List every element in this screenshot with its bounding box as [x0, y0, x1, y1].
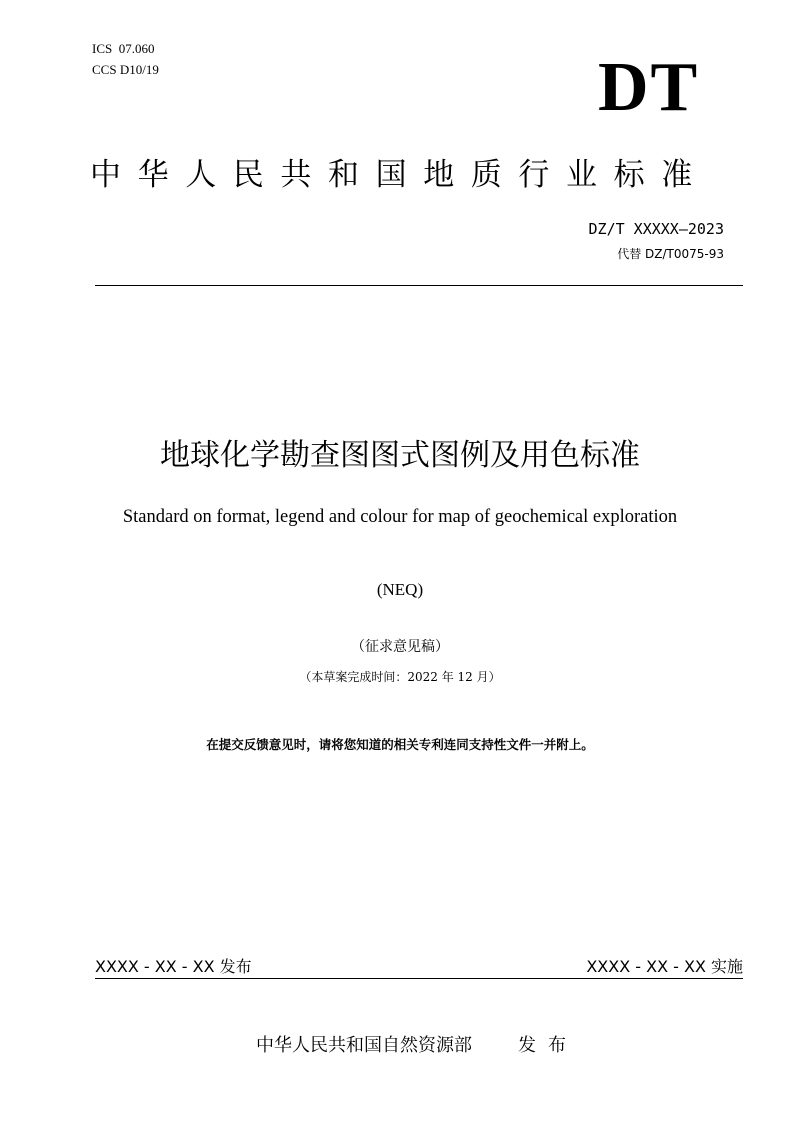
draft-completion-date: （本草案完成时间：2022 年 12 月）	[299, 670, 501, 684]
issue-date: XXXX - XX - XX 发布	[95, 957, 252, 976]
issuing-authority: 中华人民共和国自然资源部	[256, 1035, 472, 1056]
classification-codes	[92, 38, 159, 80]
implementation-date: XXXX - XX - XX 实施	[586, 957, 743, 976]
standard-series-title: 中华人民共和国地质行业标准	[90, 157, 709, 193]
top-divider	[95, 285, 743, 286]
draft-status: （征求意见稿）	[351, 639, 449, 655]
ics-code: ICS 07.060	[92, 41, 155, 56]
bottom-divider	[95, 978, 743, 979]
document-title-en: Standard on format, legend and colour for map of geochemical exploration	[122, 507, 678, 527]
document-title-cn: 地球化学勘查图图式图例及用色标准	[160, 438, 640, 473]
ccs-code: CCS D10/19	[92, 62, 159, 77]
replaces-standard: 代替 DZ/T0075-93	[617, 247, 724, 261]
consistency-degree: (NEQ)	[376, 580, 424, 599]
dt-logo: DT	[598, 49, 700, 126]
patent-notice: 在提交反馈意见时，请将您知道的相关专利连同支持性文件一并附上。	[206, 737, 594, 752]
standard-code: DZ/T XXXXX—2023	[588, 220, 724, 238]
issue-verb: 发布	[518, 1035, 578, 1056]
